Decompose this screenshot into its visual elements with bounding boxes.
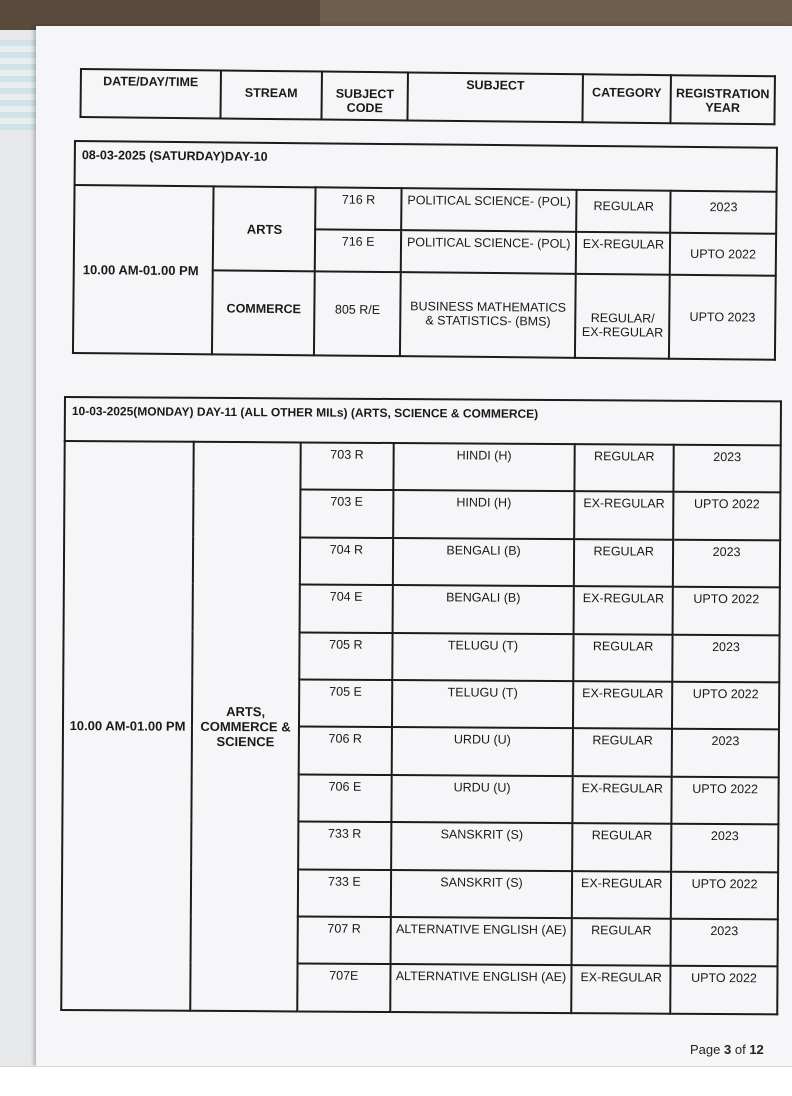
day10-subject-1: POLITICAL SCIENCE- (POL) [401, 188, 577, 232]
column-header-table [79, 68, 775, 125]
day11-category-11: REGULAR [572, 918, 671, 966]
day11-code-9: 733 R [298, 822, 391, 870]
day11-subject-6: TELUGU (T) [392, 680, 574, 728]
day10-year-1: 2023 [670, 191, 776, 234]
day10-banner: 08-03-2025 (SATURDAY)DAY-10 [75, 141, 777, 192]
day10-code-3: 805 R/E [314, 271, 400, 356]
day11-year-12: UPTO 2022 [670, 966, 777, 1014]
day11-year-7: 2023 [672, 729, 779, 777]
day10-stream-arts: ARTS [213, 186, 316, 271]
day11-code-12: 707E [297, 964, 390, 1012]
day11-category-6: EX-REGULAR [573, 681, 672, 729]
header-category: CATEGORY [583, 74, 671, 123]
page-of: of [734, 1042, 746, 1057]
adjacent-page-edge [0, 30, 40, 1066]
day10-schedule-table [72, 140, 778, 361]
day11-category-9: REGULAR [572, 823, 671, 871]
day11-code-1: 703 R [300, 442, 393, 490]
day11-year-2: UPTO 2022 [673, 492, 780, 540]
day11-code-8: 706 E [298, 774, 391, 822]
day10-category-2: EX-REGULAR [576, 232, 670, 275]
day10-stream-commerce: COMMERCE [212, 270, 315, 355]
day11-time: 10.00 AM-01.00 PM [61, 441, 194, 1010]
header-subject: SUBJECT [408, 72, 583, 122]
header-row [80, 69, 774, 124]
day10-subject-3: BUSINESS MATHEMATICS & STATISTICS- (BMS) [400, 272, 576, 358]
viewer-bottom-bar [0, 1066, 792, 1096]
day11-year-3: 2023 [673, 540, 780, 588]
day11-subject-5: TELUGU (T) [392, 633, 574, 681]
day10-code-2: 716 E [315, 229, 401, 272]
day11-category-5: REGULAR [574, 634, 673, 682]
day11-subject-10: SANSKRIT (S) [391, 870, 573, 918]
day11-schedule-table [60, 396, 782, 1015]
day11-category-7: REGULAR [573, 728, 672, 776]
header-stream: STREAM [220, 70, 322, 119]
day11-category-1: REGULAR [575, 444, 674, 492]
day10-subject-2: POLITICAL SCIENCE- (POL) [401, 230, 577, 274]
day11-year-6: UPTO 2022 [672, 682, 779, 730]
day11-subject-2: HINDI (H) [393, 490, 575, 538]
day11-category-10: EX-REGULAR [572, 871, 671, 919]
day11-code-2: 703 E [300, 490, 393, 538]
day11-banner: 10-03-2025(MONDAY) DAY-11 (ALL OTHER MILs) (ARTS, SCIENCE & COMMERCE) [65, 397, 781, 445]
page-current: 3 [724, 1042, 732, 1057]
day11-year-4: UPTO 2022 [673, 587, 780, 635]
day11-year-5: 2023 [672, 634, 779, 682]
header-subject-code: SUBJECT CODE [322, 72, 408, 121]
day11-year-8: UPTO 2022 [671, 776, 778, 824]
page-total: 12 [749, 1042, 764, 1057]
day11-code-3: 704 R [300, 537, 393, 585]
day11-code-4: 704 E [300, 585, 393, 633]
day11-year-9: 2023 [671, 824, 778, 872]
day11-subject-3: BENGALI (B) [393, 538, 575, 586]
day11-subject-4: BENGALI (B) [392, 585, 574, 633]
day11-code-6: 705 E [299, 679, 392, 727]
day10-category-1: REGULAR [577, 190, 671, 233]
day11-subject-8: URDU (U) [391, 775, 573, 823]
day10-time: 10.00 AM-01.00 PM [73, 185, 214, 354]
header-registration-year: REGISTRATION YEAR [670, 75, 775, 124]
day11-subject-11: ALTERNATIVE ENGLISH (AE) [390, 917, 572, 965]
day11-category-2: EX-REGULAR [574, 492, 673, 540]
day11-code-7: 706 R [299, 727, 392, 775]
day11-year-10: UPTO 2022 [671, 871, 778, 919]
day11-year-11: 2023 [671, 919, 778, 967]
day11-subject-9: SANSKRIT (S) [391, 822, 573, 870]
day10-year-2: UPTO 2022 [670, 233, 776, 276]
day11-year-1: 2023 [674, 445, 781, 493]
day11-subject-1: HINDI (H) [393, 443, 575, 491]
day11-code-5: 705 R [299, 632, 392, 680]
day11-subject-12: ALTERNATIVE ENGLISH (AE) [390, 964, 572, 1012]
day11-row-1 [64, 441, 780, 493]
page-number [690, 1042, 764, 1057]
day11-category-4: EX-REGULAR [574, 586, 673, 634]
day11-subject-7: URDU (U) [391, 727, 573, 775]
day11-code-10: 733 E [298, 869, 391, 917]
day10-year-3: UPTO 2023 [669, 275, 775, 360]
day11-code-11: 707 R [298, 916, 391, 964]
day11-stream: ARTS, COMMERCE & SCIENCE [190, 442, 300, 1011]
header-date-day-time: DATE/DAY/TIME [80, 69, 220, 118]
day11-category-8: EX-REGULAR [573, 776, 672, 824]
day11-category-12: EX-REGULAR [571, 965, 670, 1013]
day10-category-3: REGULAR/ EX-REGULAR [575, 274, 670, 359]
day10-row-1 [74, 185, 776, 234]
day10-code-1: 716 R [315, 187, 401, 230]
day11-category-3: REGULAR [574, 539, 673, 587]
page-tab-stripes [0, 40, 40, 130]
page-prefix: Page [690, 1042, 721, 1057]
